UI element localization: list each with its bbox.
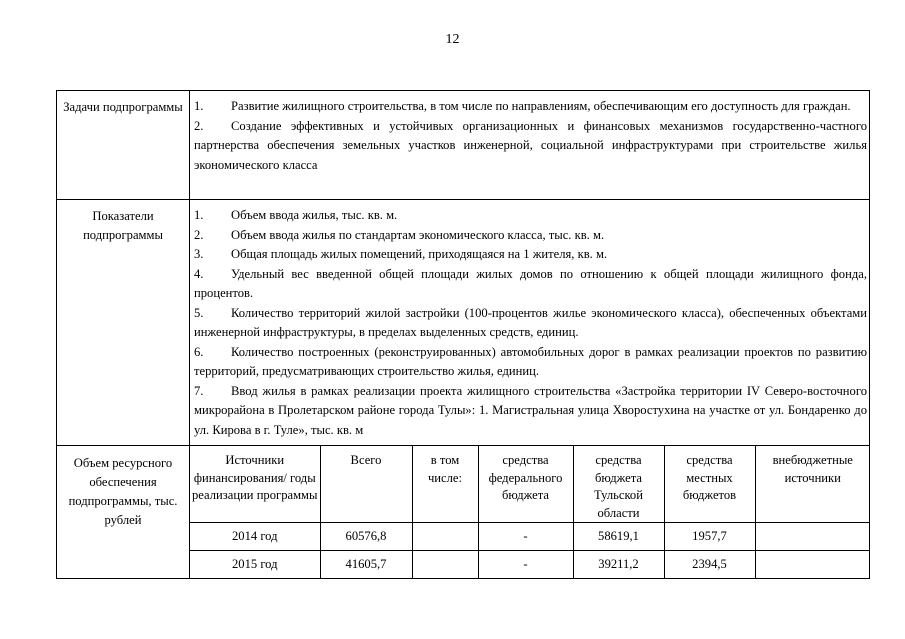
tasks-content	[190, 91, 870, 200]
federal-cell: -	[478, 523, 573, 551]
tasks-label: Задачи подпрограммы	[57, 91, 190, 200]
task-number: 2.	[194, 118, 204, 133]
indicators-content	[190, 200, 870, 446]
table-row	[190, 523, 870, 551]
funding-table	[190, 446, 870, 578]
column-header-including: в том числе:	[412, 446, 478, 523]
column-header-sources: Источники финансирования/ годы реализации программы	[190, 446, 320, 523]
regional-cell: 58619,1	[573, 523, 664, 551]
task-item	[194, 97, 867, 117]
column-header-regional: средства бюджета Тульской области	[573, 446, 664, 523]
indicator-text: Ввод жилья в рамках реализации проекта жилищного строительства «Застройка территории IV Северо-восточного микрорайона в Пролетарском районе города Тулы»: 1. Магистральная улица Хворостухина на участке от ул. Бондаренко до ул. Кирова в г. Туле», тыс. кв. м	[194, 383, 867, 437]
indicator-text: Объем ввода жилья, тыс. кв. м.	[231, 208, 398, 222]
indicator-number: 4.	[194, 266, 204, 281]
indicator-text: Удельный вес введенной общей площади жилых домов по отношению к общей площади жилищного фонда, процентов.	[194, 266, 867, 300]
total-cell: 41605,7	[320, 551, 412, 579]
indicator-item	[194, 343, 867, 382]
indicator-item	[194, 245, 867, 265]
indicator-item	[194, 265, 867, 304]
indicator-number: 6.	[194, 344, 204, 359]
year-cell: 2014 год	[190, 523, 320, 551]
column-header-local: средства местных бюджетов	[664, 446, 755, 523]
year-cell: 2015 год	[231, 557, 278, 571]
regional-cell: 39211,2	[573, 551, 664, 579]
subprogram-passport-table	[56, 90, 870, 579]
funding-header-row	[190, 446, 870, 523]
federal-cell: -	[478, 551, 573, 579]
table-row	[190, 551, 870, 579]
local-cell: 1957,7	[664, 523, 755, 551]
funding-row	[57, 446, 870, 579]
extrabudgetary-cell	[755, 551, 870, 579]
task-text: Развитие жилищного строительства, в том числе по направлениям, обеспечивающим его доступность для граждан.	[231, 99, 851, 113]
total-cell: 60576,8	[320, 523, 412, 551]
indicator-text: Количество территорий жилой застройки (100-процентов жилье экономического класса), обеспеченных объектами инженерной инфраструктуры, в пределах выделенных средств, единиц.	[194, 305, 867, 339]
task-item	[194, 117, 867, 176]
indicator-number: 2.	[194, 227, 204, 242]
page-number: 12	[445, 32, 460, 47]
indicator-item	[194, 304, 867, 343]
tasks-row	[57, 91, 870, 200]
local-cell: 2394,5	[664, 551, 755, 579]
column-header-federal: средства федерального бюджета	[478, 446, 573, 523]
column-header-extrabudgetary: внебюджетные источники	[755, 446, 870, 523]
including-cell	[412, 523, 478, 551]
indicators-label: Показатели подпрограммы	[57, 200, 190, 446]
task-text: Создание эффективных и устойчивых организационных и финансовых механизмов государственно-частного партнерства обеспечения земельных участков инженерной, социальной инфраструктурами при строительстве жилья экономического класса	[194, 118, 867, 172]
indicator-number: 7.	[194, 383, 204, 398]
indicator-text: Объем ввода жилья по стандартам экономического класса, тыс. кв. м.	[231, 227, 605, 242]
funding-content	[190, 446, 870, 579]
indicator-text: Общая площадь жилых помещений, приходящаяся на 1 жителя, кв. м.	[231, 247, 608, 261]
indicator-text: Количество построенных (реконструированных) автомобильных дорог в рамках реализации проектов по развитию территорий, предусматривающих строительство жилья, единиц.	[194, 344, 867, 378]
indicator-number: 1.	[194, 208, 204, 222]
indicator-number: 5.	[194, 305, 204, 320]
indicators-row	[57, 200, 870, 446]
including-cell	[412, 551, 478, 579]
funding-label: Объем ресурсного обеспечения подпрограммы, тыс. рублей	[57, 446, 190, 579]
indicator-item	[194, 382, 867, 441]
column-header-total: Всего	[320, 446, 412, 523]
indicator-item	[194, 206, 867, 226]
indicator-number: 3.	[194, 247, 204, 261]
extrabudgetary-cell	[755, 523, 870, 551]
task-number: 1.	[194, 99, 204, 113]
indicator-item	[194, 226, 867, 246]
